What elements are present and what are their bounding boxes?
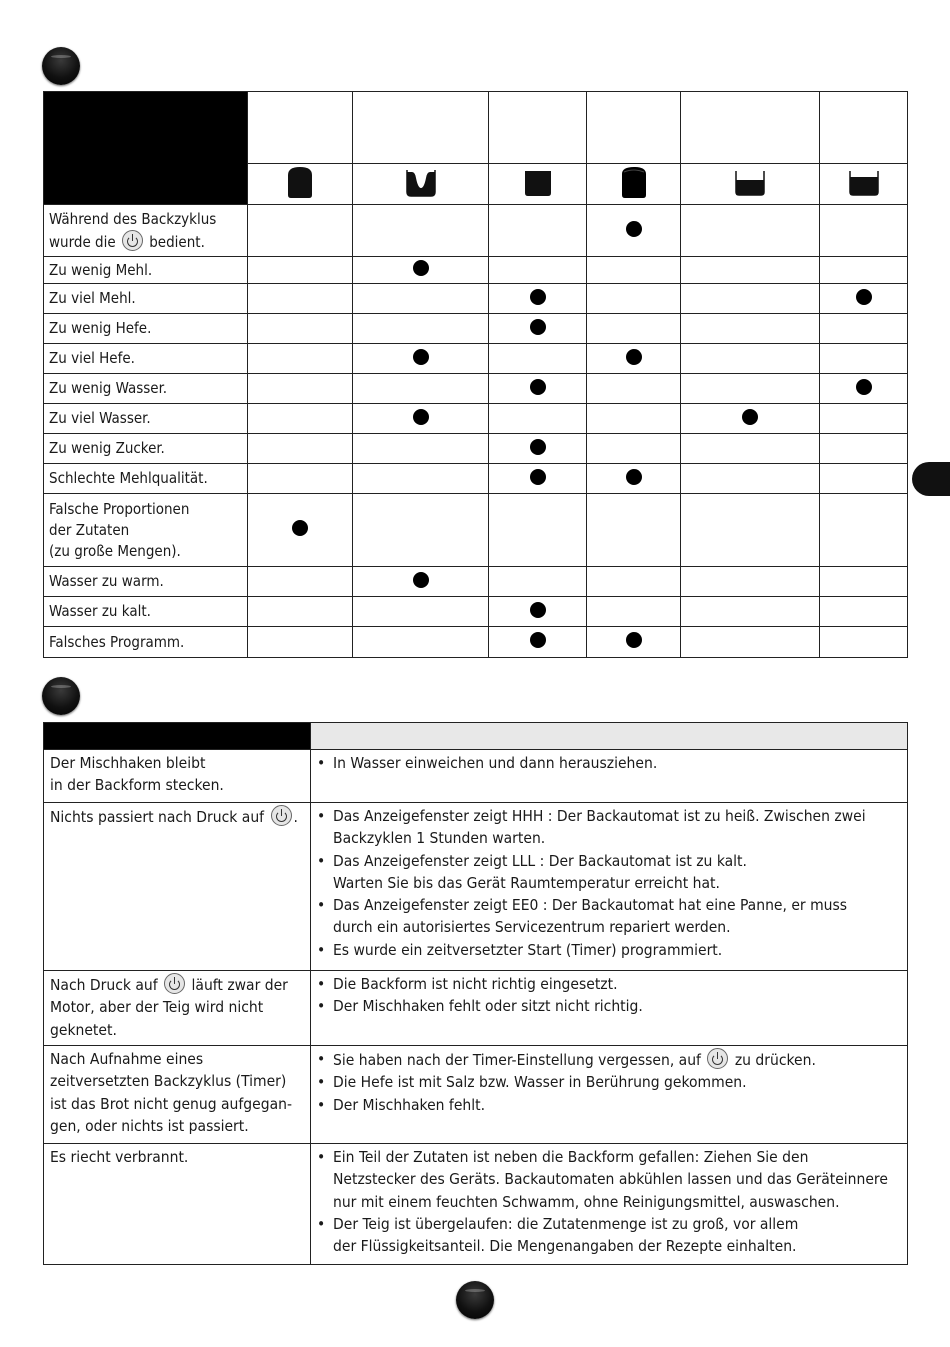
column-header xyxy=(820,92,908,164)
cause-marker-dot xyxy=(530,289,546,305)
problem-cell: Nach Druck auf läuft zwar der Motor, aber der Teig wird nicht geknetet. xyxy=(44,971,311,1046)
result-cell xyxy=(820,627,908,658)
result-cell xyxy=(587,205,681,257)
table-row xyxy=(44,434,908,464)
result-cell xyxy=(353,464,489,494)
result-cell xyxy=(489,567,587,597)
power-icon xyxy=(122,230,143,251)
result-cell xyxy=(248,344,353,374)
result-cell xyxy=(489,404,587,434)
result-cell xyxy=(489,257,587,284)
result-cell xyxy=(820,374,908,404)
cause-marker-dot xyxy=(413,409,429,425)
problem-cell: Nichts passiert nach Druck auf . xyxy=(44,803,311,971)
result-cell xyxy=(489,597,587,627)
loaf-flat-icon xyxy=(489,164,587,205)
cause-marker-dot xyxy=(530,632,546,648)
result-cell xyxy=(587,627,681,658)
result-cell xyxy=(820,205,908,257)
solution-cell xyxy=(311,803,908,971)
result-cell xyxy=(353,257,489,284)
cause-marker-dot xyxy=(292,520,308,536)
result-cell xyxy=(353,567,489,597)
column-header xyxy=(587,92,681,164)
column-header xyxy=(353,92,489,164)
cause-marker-dot xyxy=(626,349,642,365)
cause-marker-dot xyxy=(530,602,546,618)
solution-item: • Ein Teil der Zutaten ist neben die Backform gefallen: Ziehen Sie den Netzstecker des Geräts. Backautomaten abkühlen lassen und das Geräteinnere nur mit einem feuchten Schwamm, ohne Reinigungsmittel, auswaschen. xyxy=(315,1146,905,1213)
result-cell xyxy=(681,374,820,404)
solution-item: • Sie haben nach der Timer-Einstellung vergessen, auf zu drücken. xyxy=(315,1048,905,1071)
table-row xyxy=(44,971,908,1046)
result-cell xyxy=(489,434,587,464)
solution-item: • Die Backform ist nicht richtig eingesetzt. xyxy=(315,973,905,995)
loaf-risen-icon xyxy=(248,164,353,205)
loaf-dark-icon xyxy=(587,164,681,205)
cause-marker-dot xyxy=(413,260,429,276)
problem-column-header xyxy=(44,723,311,750)
troubleshooting-table xyxy=(43,722,908,1265)
cause-marker-dot xyxy=(530,379,546,395)
result-cell xyxy=(820,434,908,464)
result-cell xyxy=(587,314,681,344)
solution-item: • Das Anzeigefenster zeigt LLL : Der Backautomat ist zu kalt. Warten Sie bis das Gerät Raumtemperatur erreicht hat. xyxy=(315,850,905,895)
result-cell xyxy=(248,404,353,434)
result-cell xyxy=(353,314,489,344)
cause-marker-dot xyxy=(413,572,429,588)
solution-item: • Es wurde ein zeitversetzter Start (Timer) programmiert. xyxy=(315,939,905,961)
cause-label: Falsche Proportionen der Zutaten (zu große Mengen). xyxy=(44,494,248,567)
cause-label: Zu viel Wasser. xyxy=(44,404,248,434)
table-row xyxy=(44,597,908,627)
result-cell xyxy=(248,314,353,344)
solution-item: • Der Mischhaken fehlt. xyxy=(315,1094,905,1116)
result-cell xyxy=(587,434,681,464)
column-header xyxy=(489,92,587,164)
result-cell xyxy=(489,374,587,404)
result-cell xyxy=(248,597,353,627)
result-cell xyxy=(681,404,820,434)
loaf-collapsed-icon xyxy=(353,164,489,205)
result-cell xyxy=(353,494,489,567)
cause-marker-dot xyxy=(530,439,546,455)
cause-label: Zu viel Mehl. xyxy=(44,284,248,314)
solution-item: • Der Teig ist übergelaufen: die Zutatenmenge ist zu groß, vor allem der Flüssigkeitsanteil. Die Mengenangaben der Rezepte einhalten. xyxy=(315,1213,905,1258)
result-cell xyxy=(681,284,820,314)
result-cell xyxy=(681,205,820,257)
result-cell xyxy=(248,374,353,404)
result-cell xyxy=(489,205,587,257)
cause-label: Während des Backzyklus wurde die bedient. xyxy=(44,205,248,257)
table-row xyxy=(44,494,908,567)
solution-item: • In Wasser einweichen und dann herausziehen. xyxy=(315,752,905,774)
result-cell xyxy=(820,567,908,597)
result-cell xyxy=(681,627,820,658)
section-badge-middle xyxy=(42,677,80,715)
result-cell xyxy=(489,344,587,374)
result-cell xyxy=(248,257,353,284)
cause-label: Wasser zu kalt. xyxy=(44,597,248,627)
solution-cell xyxy=(311,971,908,1046)
result-cell xyxy=(820,257,908,284)
result-cell xyxy=(820,597,908,627)
column-header xyxy=(248,92,353,164)
table-header-corner xyxy=(44,92,248,205)
solution-cell xyxy=(311,1046,908,1144)
solution-column-header xyxy=(311,723,908,750)
table-row xyxy=(44,627,908,658)
cause-marker-dot xyxy=(856,289,872,305)
table-row xyxy=(44,314,908,344)
result-cell xyxy=(820,464,908,494)
cause-marker-dot xyxy=(626,632,642,648)
cause-marker-dot xyxy=(856,379,872,395)
cause-label: Schlechte Mehlqualität. xyxy=(44,464,248,494)
result-cell xyxy=(248,205,353,257)
cause-label: Wasser zu warm. xyxy=(44,567,248,597)
table-row xyxy=(44,1046,908,1144)
result-cell xyxy=(820,314,908,344)
table-row xyxy=(44,404,908,434)
power-icon xyxy=(271,805,292,826)
bread-results-table xyxy=(43,91,908,658)
solution-item: • Der Mischhaken fehlt oder sitzt nicht richtig. xyxy=(315,995,905,1017)
cause-label: Zu wenig Wasser. xyxy=(44,374,248,404)
cause-label: Zu wenig Zucker. xyxy=(44,434,248,464)
cause-label: Falsches Programm. xyxy=(44,627,248,658)
table-row xyxy=(44,464,908,494)
cause-marker-dot xyxy=(626,221,642,237)
result-cell xyxy=(820,344,908,374)
problem-cell: Der Mischhaken bleibt in der Backform stecken. xyxy=(44,750,311,803)
loaf-pale-icon xyxy=(681,164,820,205)
cause-label: Zu viel Hefe. xyxy=(44,344,248,374)
result-cell xyxy=(248,284,353,314)
cause-marker-dot xyxy=(742,409,758,425)
table-row xyxy=(44,284,908,314)
result-cell xyxy=(681,344,820,374)
result-cell xyxy=(681,434,820,464)
result-cell xyxy=(353,284,489,314)
result-cell xyxy=(681,257,820,284)
result-cell xyxy=(248,494,353,567)
table-row xyxy=(44,257,908,284)
result-cell xyxy=(489,627,587,658)
result-cell xyxy=(587,597,681,627)
table-row xyxy=(44,750,908,803)
solution-item: • Das Anzeigefenster zeigt HHH : Der Backautomat ist zu heiß. Zwischen zwei Backzyklen 1 Stunden warten. xyxy=(315,805,905,850)
result-cell xyxy=(489,314,587,344)
cause-marker-dot xyxy=(413,349,429,365)
table-row xyxy=(44,374,908,404)
table-row xyxy=(44,803,908,971)
cause-label: Zu wenig Mehl. xyxy=(44,257,248,284)
result-cell xyxy=(587,374,681,404)
result-cell xyxy=(820,494,908,567)
table-row xyxy=(44,344,908,374)
result-cell xyxy=(353,627,489,658)
result-cell xyxy=(681,314,820,344)
table-row xyxy=(44,567,908,597)
solution-item: • Die Hefe ist mit Salz bzw. Wasser in Berührung gekommen. xyxy=(315,1071,905,1093)
result-cell xyxy=(353,205,489,257)
cause-marker-dot xyxy=(530,319,546,335)
chapter-tab xyxy=(912,462,950,496)
cause-marker-dot xyxy=(626,469,642,485)
problem-cell: Es riecht verbrannt. xyxy=(44,1144,311,1265)
result-cell xyxy=(353,404,489,434)
result-cell xyxy=(248,627,353,658)
cause-label: Zu wenig Hefe. xyxy=(44,314,248,344)
result-cell xyxy=(587,404,681,434)
result-cell xyxy=(489,494,587,567)
result-cell xyxy=(353,344,489,374)
section-badge-top xyxy=(42,47,80,85)
result-cell xyxy=(248,464,353,494)
column-header xyxy=(681,92,820,164)
result-cell xyxy=(587,344,681,374)
result-cell xyxy=(820,404,908,434)
result-cell xyxy=(353,434,489,464)
result-cell xyxy=(587,567,681,597)
result-cell xyxy=(820,284,908,314)
power-icon xyxy=(164,973,185,994)
result-cell xyxy=(353,597,489,627)
result-cell xyxy=(587,464,681,494)
result-cell xyxy=(587,284,681,314)
result-cell xyxy=(587,257,681,284)
result-cell xyxy=(248,567,353,597)
result-cell xyxy=(353,374,489,404)
solution-cell xyxy=(311,1144,908,1265)
result-cell xyxy=(489,464,587,494)
result-cell xyxy=(681,597,820,627)
power-icon xyxy=(707,1048,728,1069)
table-row xyxy=(44,205,908,257)
page-number-badge xyxy=(456,1281,494,1319)
table-row xyxy=(44,1144,908,1265)
result-cell xyxy=(681,567,820,597)
problem-cell: Nach Aufnahme eines zeitversetzten Backzyklus (Timer) ist das Brot nicht genug aufgegan- gen, oder nichts ist passiert. xyxy=(44,1046,311,1144)
loaf-low-icon xyxy=(820,164,908,205)
result-cell xyxy=(681,464,820,494)
solution-cell xyxy=(311,750,908,803)
result-cell xyxy=(489,284,587,314)
cause-marker-dot xyxy=(530,469,546,485)
result-cell xyxy=(248,434,353,464)
solution-item: • Das Anzeigefenster zeigt EE0 : Der Backautomat hat eine Panne, er muss durch ein autorisiertes Servicezentrum repariert werden. xyxy=(315,894,905,939)
result-cell xyxy=(681,494,820,567)
result-cell xyxy=(587,494,681,567)
